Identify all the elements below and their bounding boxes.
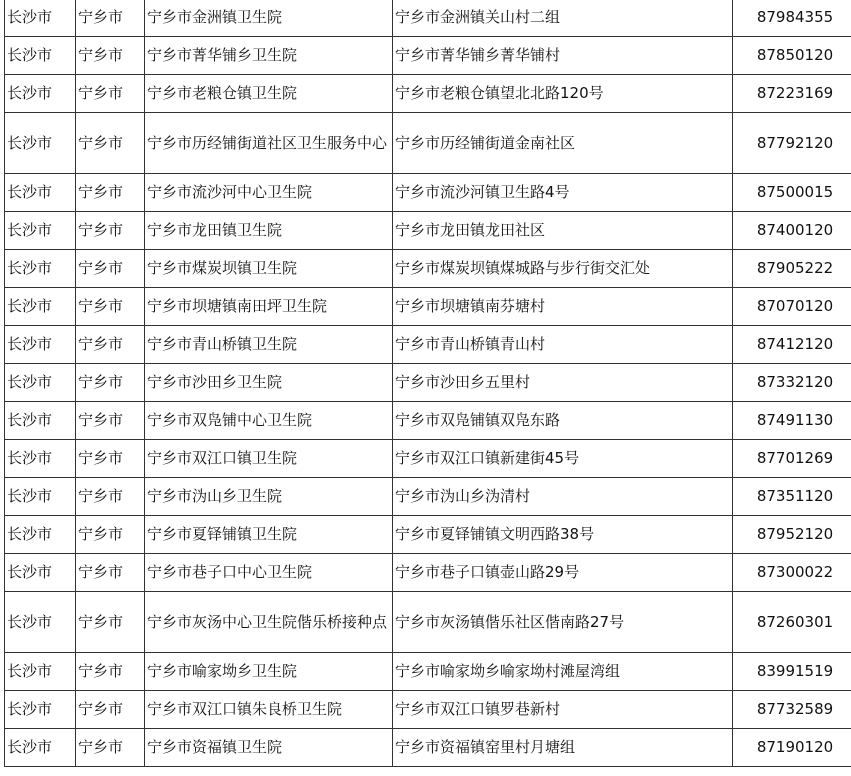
clinic-name-cell: 宁乡市坝塘镇南田坪卫生院 [145, 288, 393, 326]
phone-cell: 87732589 [733, 691, 851, 729]
address-cell: 宁乡市沩山乡沩清村 [393, 478, 733, 516]
clinic-name-cell: 宁乡市夏铎铺镇卫生院 [145, 516, 393, 554]
clinic-name-cell: 宁乡市煤炭坝镇卫生院 [145, 250, 393, 288]
phone-cell: 87905222 [733, 250, 851, 288]
address-cell: 宁乡市历经铺街道金南社区 [393, 113, 733, 174]
table-row [5, 174, 851, 212]
clinic-name-cell: 宁乡市青山桥镇卫生院 [145, 326, 393, 364]
clinic-name-cell: 宁乡市龙田镇卫生院 [145, 212, 393, 250]
phone-cell: 87491130 [733, 402, 851, 440]
county-cell: 宁乡市 [76, 37, 145, 75]
county-cell: 宁乡市 [76, 0, 145, 37]
address-cell: 宁乡市龙田镇龙田社区 [393, 212, 733, 250]
county-cell: 宁乡市 [76, 326, 145, 364]
city-cell: 长沙市 [5, 288, 76, 326]
county-cell: 宁乡市 [76, 592, 145, 653]
address-cell: 宁乡市煤炭坝镇煤城路与步行街交汇处 [393, 250, 733, 288]
clinic-table-body [5, 0, 851, 767]
table-row [5, 592, 851, 653]
city-cell: 长沙市 [5, 516, 76, 554]
city-cell: 长沙市 [5, 402, 76, 440]
clinic-name-cell: 宁乡市菁华铺乡卫生院 [145, 37, 393, 75]
county-cell: 宁乡市 [76, 250, 145, 288]
city-cell: 长沙市 [5, 729, 76, 767]
phone-cell: 87300022 [733, 554, 851, 592]
county-cell: 宁乡市 [76, 516, 145, 554]
table-row [5, 402, 851, 440]
phone-cell: 83991519 [733, 653, 851, 691]
table-row [5, 326, 851, 364]
city-cell: 长沙市 [5, 113, 76, 174]
table-row [5, 250, 851, 288]
county-cell: 宁乡市 [76, 288, 145, 326]
table-row [5, 691, 851, 729]
address-cell: 宁乡市青山桥镇青山村 [393, 326, 733, 364]
phone-cell: 87701269 [733, 440, 851, 478]
city-cell: 长沙市 [5, 478, 76, 516]
address-cell: 宁乡市资福镇窑里村月塘组 [393, 729, 733, 767]
county-cell: 宁乡市 [76, 554, 145, 592]
city-cell: 长沙市 [5, 250, 76, 288]
county-cell: 宁乡市 [76, 174, 145, 212]
city-cell: 长沙市 [5, 440, 76, 478]
table-row [5, 212, 851, 250]
clinic-name-cell: 宁乡市双江口镇卫生院 [145, 440, 393, 478]
county-cell: 宁乡市 [76, 691, 145, 729]
clinic-table [4, 0, 851, 767]
county-cell: 宁乡市 [76, 75, 145, 113]
city-cell: 长沙市 [5, 212, 76, 250]
city-cell: 长沙市 [5, 653, 76, 691]
phone-cell: 87351120 [733, 478, 851, 516]
city-cell: 长沙市 [5, 364, 76, 402]
clinic-name-cell: 宁乡市双凫铺中心卫生院 [145, 402, 393, 440]
clinic-name-cell: 宁乡市流沙河中心卫生院 [145, 174, 393, 212]
county-cell: 宁乡市 [76, 440, 145, 478]
city-cell: 长沙市 [5, 326, 76, 364]
clinic-name-cell: 宁乡市老粮仓镇卫生院 [145, 75, 393, 113]
county-cell: 宁乡市 [76, 364, 145, 402]
table-row [5, 37, 851, 75]
phone-cell: 87792120 [733, 113, 851, 174]
table-row [5, 288, 851, 326]
county-cell: 宁乡市 [76, 478, 145, 516]
table-row [5, 440, 851, 478]
city-cell: 长沙市 [5, 75, 76, 113]
city-cell: 长沙市 [5, 0, 76, 37]
clinic-name-cell: 宁乡市双江口镇朱良桥卫生院 [145, 691, 393, 729]
phone-cell: 87223169 [733, 75, 851, 113]
county-cell: 宁乡市 [76, 113, 145, 174]
phone-cell: 87332120 [733, 364, 851, 402]
table-row [5, 75, 851, 113]
clinic-name-cell: 宁乡市灰汤中心卫生院偕乐桥接种点 [145, 592, 393, 653]
county-cell: 宁乡市 [76, 212, 145, 250]
address-cell: 宁乡市夏铎铺镇文明西路38号 [393, 516, 733, 554]
city-cell: 长沙市 [5, 174, 76, 212]
clinic-name-cell: 宁乡市金洲镇卫生院 [145, 0, 393, 37]
phone-cell: 87412120 [733, 326, 851, 364]
city-cell: 长沙市 [5, 592, 76, 653]
county-cell: 宁乡市 [76, 653, 145, 691]
table-row [5, 478, 851, 516]
address-cell: 宁乡市双江口镇罗巷新村 [393, 691, 733, 729]
clinic-name-cell: 宁乡市沙田乡卫生院 [145, 364, 393, 402]
address-cell: 宁乡市流沙河镇卫生路4号 [393, 174, 733, 212]
city-cell: 长沙市 [5, 691, 76, 729]
clinic-name-cell: 宁乡市巷子口中心卫生院 [145, 554, 393, 592]
city-cell: 长沙市 [5, 37, 76, 75]
phone-cell: 87984355 [733, 0, 851, 37]
address-cell: 宁乡市双江口镇新建街45号 [393, 440, 733, 478]
phone-cell: 87500015 [733, 174, 851, 212]
phone-cell: 87190120 [733, 729, 851, 767]
phone-cell: 87850120 [733, 37, 851, 75]
phone-cell: 87260301 [733, 592, 851, 653]
address-cell: 宁乡市沙田乡五里村 [393, 364, 733, 402]
table-row [5, 554, 851, 592]
clinic-name-cell: 宁乡市历经铺街道社区卫生服务中心 [145, 113, 393, 174]
address-cell: 宁乡市金洲镇关山村二组 [393, 0, 733, 37]
phone-cell: 87070120 [733, 288, 851, 326]
county-cell: 宁乡市 [76, 729, 145, 767]
clinic-name-cell: 宁乡市喻家坳乡卫生院 [145, 653, 393, 691]
phone-cell: 87400120 [733, 212, 851, 250]
table-row [5, 364, 851, 402]
table-row [5, 0, 851, 37]
address-cell: 宁乡市老粮仓镇望北北路120号 [393, 75, 733, 113]
address-cell: 宁乡市坝塘镇南芬塘村 [393, 288, 733, 326]
clinic-name-cell: 宁乡市沩山乡卫生院 [145, 478, 393, 516]
address-cell: 宁乡市灰汤镇偕乐社区偕南路27号 [393, 592, 733, 653]
address-cell: 宁乡市双凫铺镇双凫东路 [393, 402, 733, 440]
address-cell: 宁乡市喻家坳乡喻家坳村滩屋湾组 [393, 653, 733, 691]
table-row [5, 516, 851, 554]
table-row [5, 653, 851, 691]
table-row [5, 729, 851, 767]
city-cell: 长沙市 [5, 554, 76, 592]
phone-cell: 87952120 [733, 516, 851, 554]
clinic-name-cell: 宁乡市资福镇卫生院 [145, 729, 393, 767]
table-row [5, 113, 851, 174]
county-cell: 宁乡市 [76, 402, 145, 440]
address-cell: 宁乡市巷子口镇壶山路29号 [393, 554, 733, 592]
address-cell: 宁乡市菁华铺乡菁华铺村 [393, 37, 733, 75]
